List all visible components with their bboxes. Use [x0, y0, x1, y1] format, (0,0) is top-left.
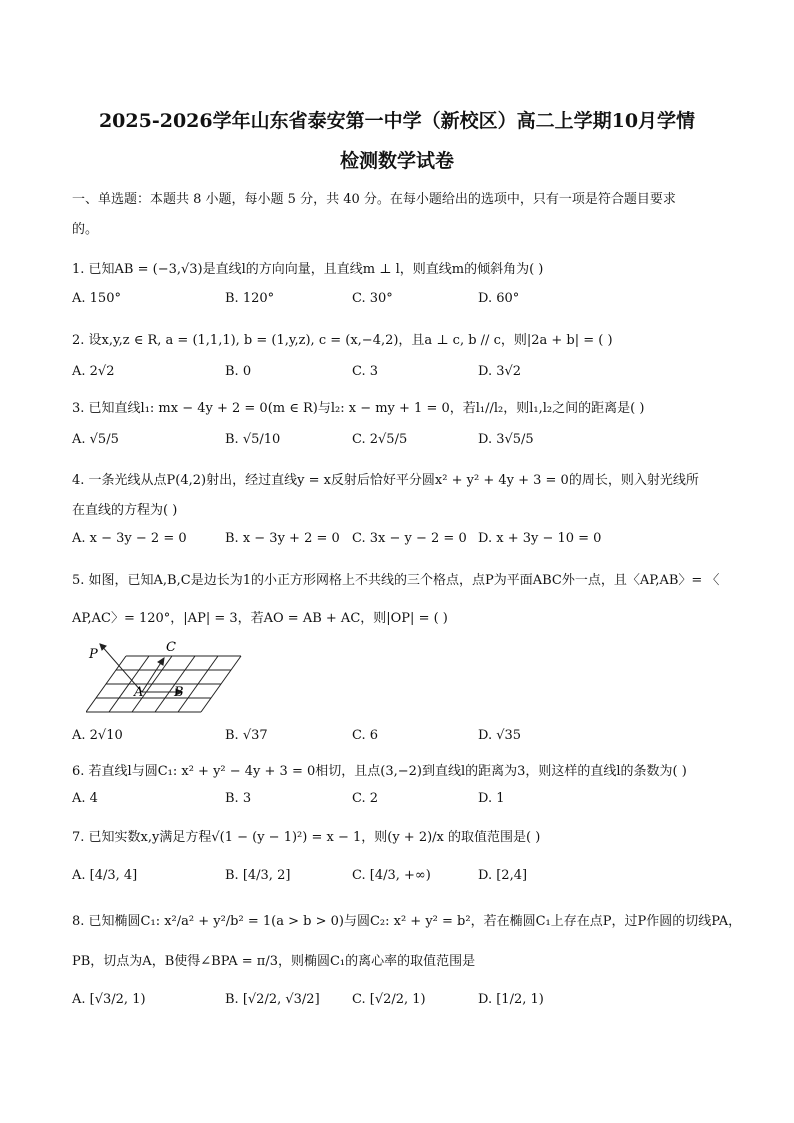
option-c: C. 6	[352, 728, 379, 743]
question-6-options	[72, 791, 732, 811]
option-b: B. [4/3, 2]	[225, 868, 291, 883]
option-c: C. 2√5/5	[352, 432, 408, 447]
question-5-grid-figure	[86, 636, 246, 724]
option-b: B. √5/10	[225, 432, 281, 447]
option-a: A. 150°	[72, 291, 121, 306]
option-a: A. [4/3, 4]	[72, 868, 138, 883]
point-p-label: P	[89, 647, 98, 662]
section-instructions-line1: 一、单选题：本题共 8 小题，每小题 5 分，共 40 分。在每小题给出的选项中，只有一项是符合题目要求	[72, 192, 676, 207]
question-1-options	[72, 291, 732, 311]
option-a: A. √5/5	[72, 432, 119, 447]
option-d: D. 1	[478, 791, 505, 806]
question-4-options	[72, 531, 732, 551]
option-b: B. [√2/2, √3/2]	[225, 992, 320, 1007]
option-c: C. 30°	[352, 291, 393, 306]
option-c: C. 3	[352, 364, 379, 379]
point-b-label: B	[174, 685, 184, 700]
grid-diagram	[86, 636, 246, 724]
option-d: D. [2,4]	[478, 868, 528, 883]
question-4-stem-line1: 4. 一条光线从点P(4,2)射出，经过直线y = x反射后恰好平分圆x² + y² + 4y + 3 = 0的周长，则入射光线所	[72, 473, 699, 488]
question-1-stem: 1. 已知AB = (−3,√3)是直线l的方向向量，且直线m ⊥ l，则直线m的倾斜角为( )	[72, 262, 544, 277]
option-c: C. 2	[352, 791, 379, 806]
option-c: C. [4/3, +∞)	[352, 868, 431, 883]
option-b: B. 0	[225, 364, 252, 379]
question-5-options	[72, 728, 732, 748]
option-d: D. √35	[478, 728, 522, 743]
option-a: A. x − 3y − 2 = 0	[72, 531, 187, 546]
question-7-options	[72, 868, 732, 888]
section-instructions-line2: 的。	[72, 222, 99, 237]
point-a-label: A	[134, 685, 144, 700]
option-b: B. √37	[225, 728, 268, 743]
question-3-options	[72, 432, 732, 452]
question-5-stem-line1: 5. 如图，已知A,B,C是边长为1的小正方形网格上不共线的三个格点，点P为平面ABC外一点，且〈AP,AB〉= 〈	[72, 573, 720, 588]
question-8-stem-line1: 8. 已知椭圆C₁: x²/a² + y²/b² = 1(a > b > 0)与圆C₂: x² + y² = b²，若在椭圆C₁上存在点P，过P作圆的切线PA，	[72, 914, 742, 929]
option-a: A. 2√2	[72, 364, 115, 379]
option-a: A. [√3/2, 1)	[72, 992, 146, 1007]
question-6-stem: 6. 若直线l与圆C₁: x² + y² − 4y + 3 = 0相切，且点(3,−2)到直线l的距离为3，则这样的直线l的条数为( )	[72, 764, 687, 779]
point-c-label: C	[166, 640, 176, 655]
question-8-stem-line2: PB，切点为A，B使得∠BPA = π/3，则椭圆C₁的离心率的取值范围是	[72, 954, 476, 969]
exam-title-line2: 检测数学试卷	[339, 150, 454, 172]
option-a: A. 2√10	[72, 728, 123, 743]
option-b: B. 3	[225, 791, 252, 806]
question-4-stem-line2: 在直线的方程为( )	[72, 503, 178, 518]
question-2-options	[72, 364, 732, 384]
option-d: D. 3√2	[478, 364, 522, 379]
exam-title-line1: 2025-2026学年山东省泰安第一中学（新校区）高二上学期10月学情	[98, 110, 696, 132]
option-c: C. 3x − y − 2 = 0	[352, 531, 467, 546]
question-3-stem: 3. 已知直线l₁: mx − 4y + 2 = 0(m ∈ R)与l₂: x − my + 1 = 0，若l₁//l₂，则l₁,l₂之间的距离是( )	[72, 401, 645, 416]
option-d: D. 3√5/5	[478, 432, 534, 447]
question-8-options	[72, 992, 732, 1012]
option-b: B. 120°	[225, 291, 275, 306]
option-d: D. 60°	[478, 291, 520, 306]
question-5-stem-line2: AP,AC〉= 120°，|AP| = 3，若AO = AB + AC，则|OP| = ( )	[72, 611, 448, 626]
option-b: B. x − 3y + 2 = 0	[225, 531, 340, 546]
question-2-stem: 2. 设x,y,z ∈ R, a = (1,1,1), b = (1,y,z), c = (x,−4,2)，且a ⊥ c, b // c，则|2a + b| = ( )	[72, 333, 613, 348]
option-d: D. [1/2, 1)	[478, 992, 544, 1007]
option-c: C. [√2/2, 1)	[352, 992, 426, 1007]
question-7-stem: 7. 已知实数x,y满足方程√(1 − (y − 1)²) = x − 1，则(y + 2)/x 的取值范围是( )	[72, 830, 541, 845]
option-d: D. x + 3y − 10 = 0	[478, 531, 602, 546]
option-a: A. 4	[72, 791, 98, 806]
